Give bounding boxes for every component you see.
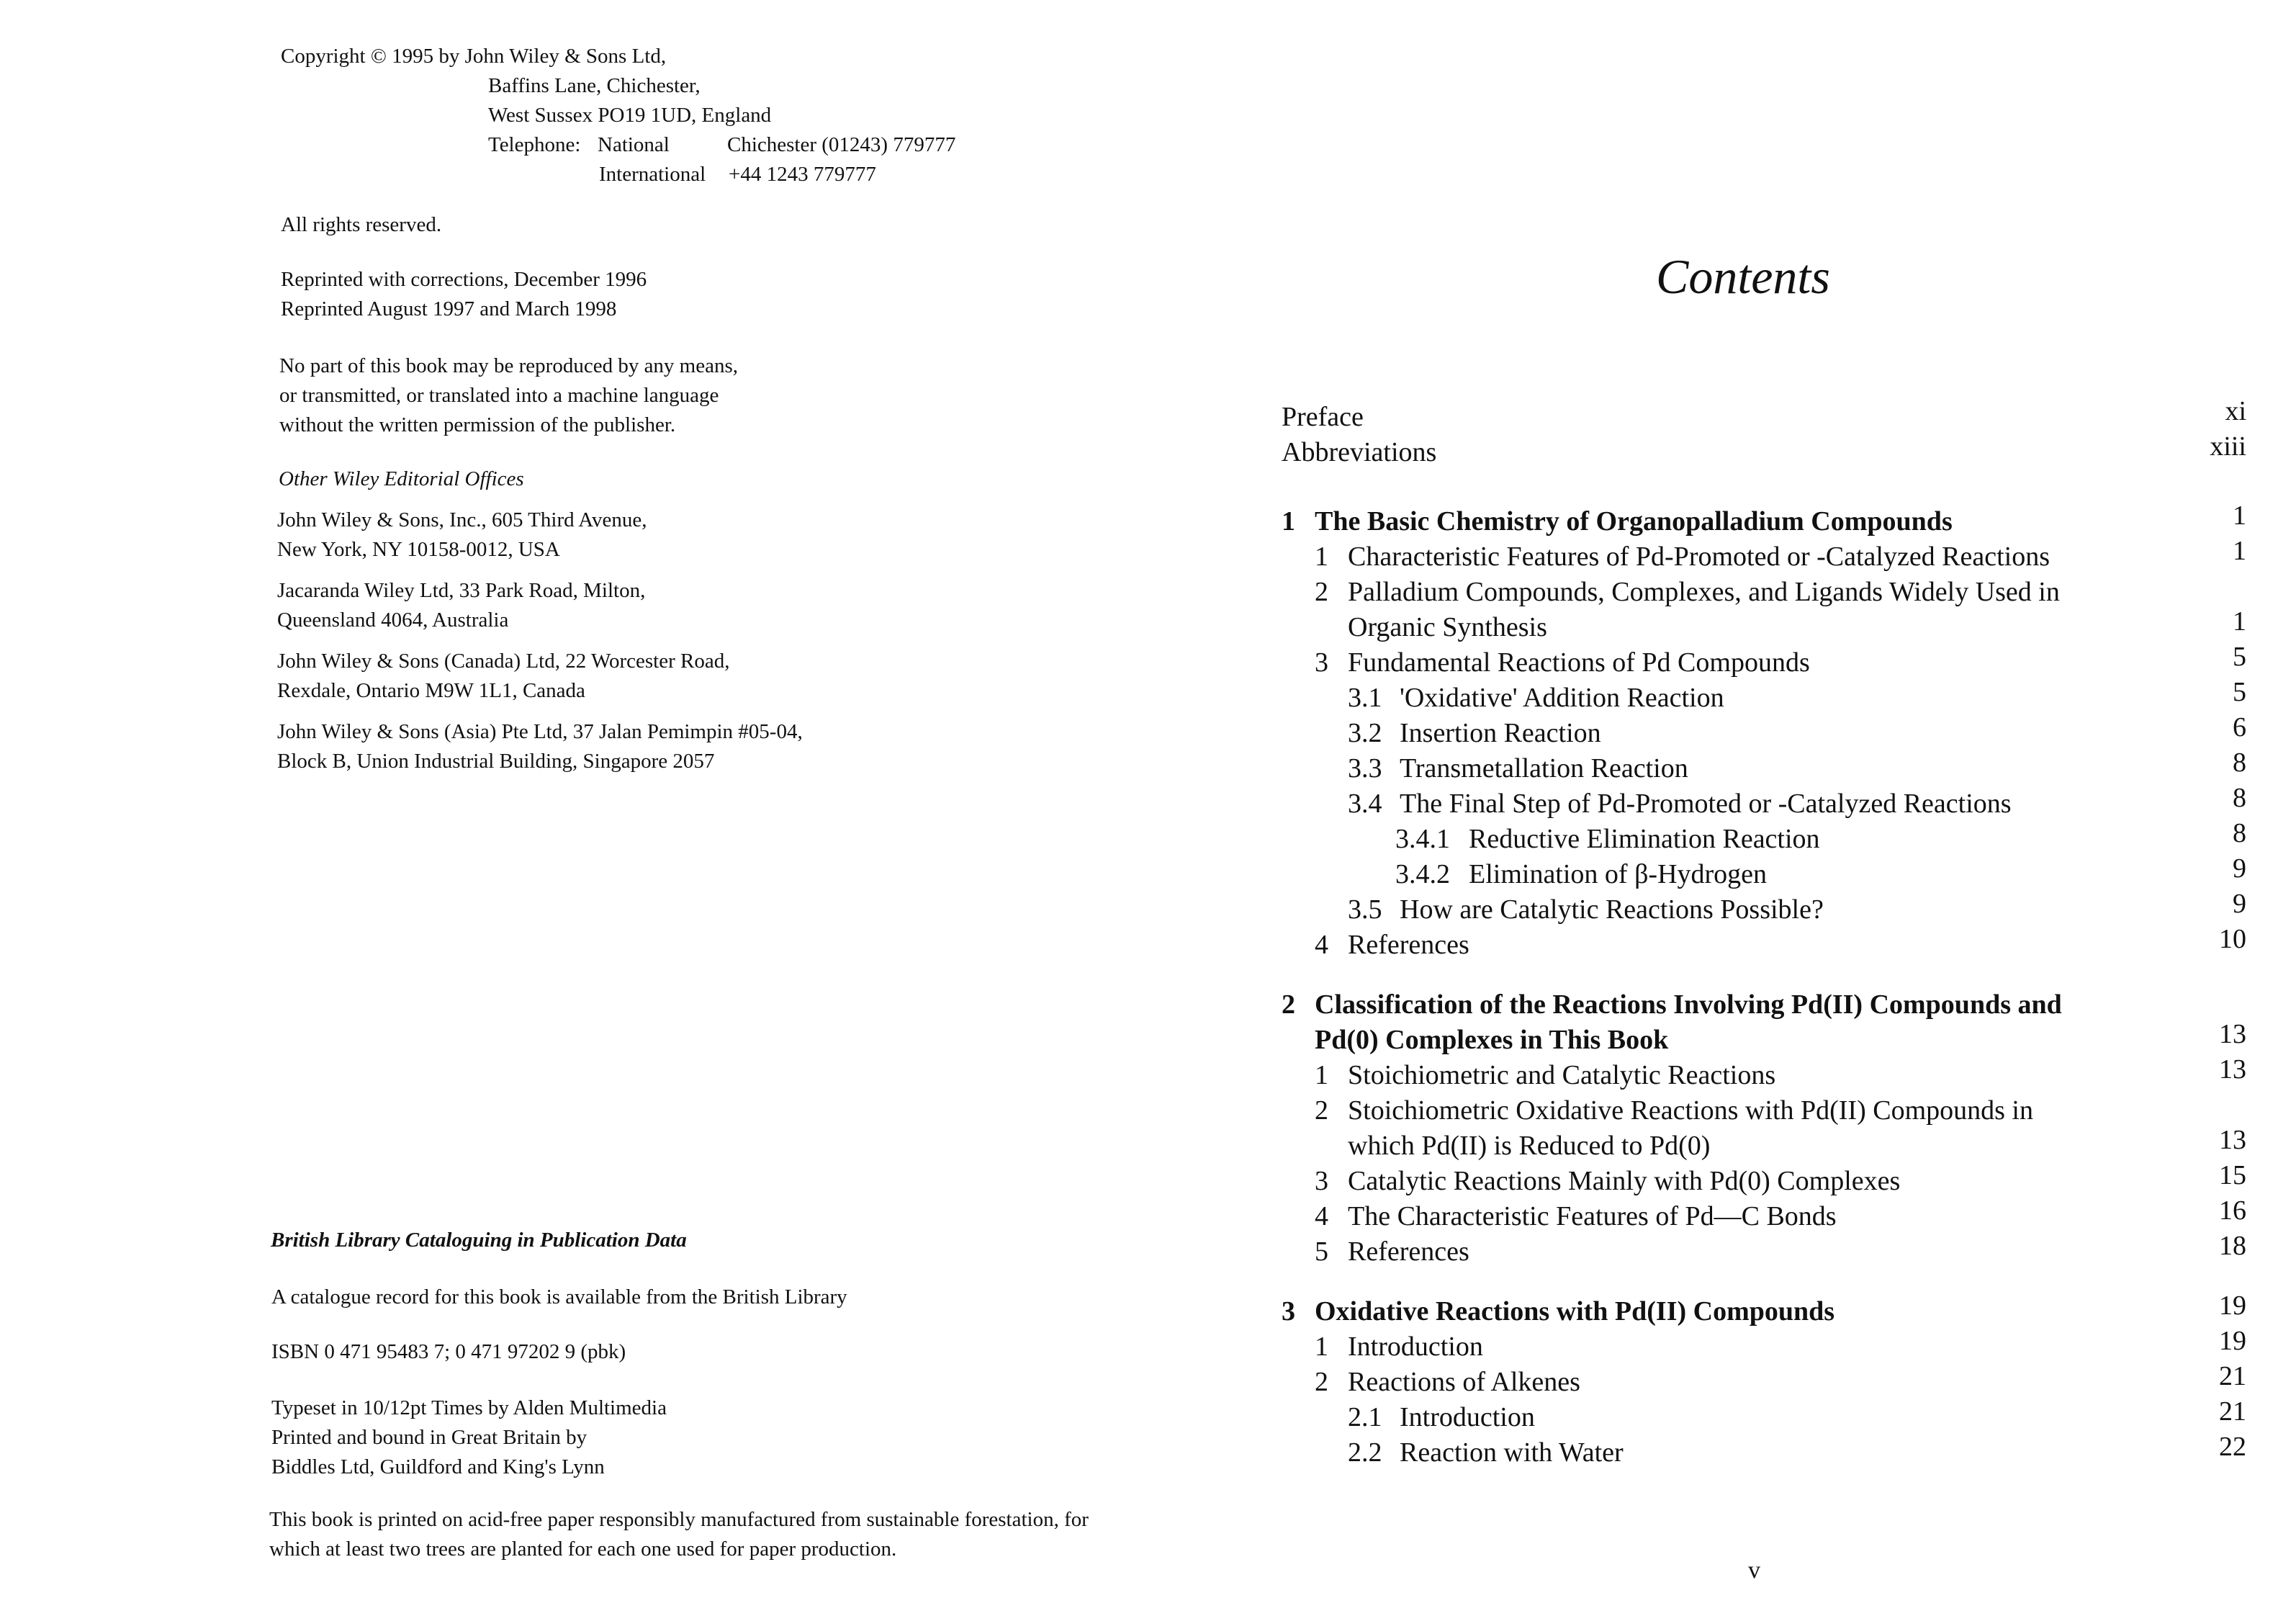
toc-entry-title: Oxidative Reactions with Pd(II) Compounds xyxy=(1315,1296,1835,1327)
address-line: Baffins Lane, Chichester, xyxy=(488,74,701,97)
toc-section xyxy=(1282,536,2246,575)
toc-section-continued xyxy=(1282,1125,2246,1164)
toc-entry xyxy=(1282,431,2246,470)
office-address xyxy=(277,647,729,706)
toc-section xyxy=(1282,642,2246,681)
toc-section xyxy=(1282,924,2246,963)
national-label: National xyxy=(598,133,670,156)
office-line: Jacaranda Wiley Ltd, 33 Park Road, Milton, xyxy=(277,579,646,602)
rights-reserved: All rights reserved. xyxy=(281,213,442,236)
toc-number: 5 xyxy=(1315,1236,1328,1267)
toc-section xyxy=(1282,575,2246,610)
toc-entry-title: Reductive Elimination Reaction xyxy=(1469,824,1820,854)
reprint-info xyxy=(281,265,647,324)
toc-subsection xyxy=(1282,677,2246,716)
toc-page-number: 5 xyxy=(2233,642,2246,672)
toc-number: 3.1 xyxy=(1348,683,1382,713)
notice-line: No part of this book may be reproduced by any means, xyxy=(279,354,739,377)
toc-page-number: xi xyxy=(2225,396,2246,426)
toc-number: 3.5 xyxy=(1348,894,1382,925)
toc-entry-title: which Pd(II) is Reduced to Pd(0) xyxy=(1348,1131,1711,1161)
toc-page-number: 19 xyxy=(2219,1290,2246,1321)
toc-number: 2 xyxy=(1282,989,1295,1020)
notice-line: This book is printed on acid-free paper responsibly manufactured from sustainable forestation, for xyxy=(269,1508,1089,1531)
toc-entry-title: Organic Synthesis xyxy=(1348,612,1547,642)
toc-subsection xyxy=(1282,1396,2246,1435)
toc-page-number: 9 xyxy=(2233,889,2246,919)
toc-page-number: 15 xyxy=(2219,1160,2246,1190)
notice-line: without the written permission of the publisher. xyxy=(279,413,676,436)
toc-entry-title: Introduction xyxy=(1400,1402,1535,1432)
toc-entry-title: Reactions of Alkenes xyxy=(1348,1367,1580,1397)
toc-front-matter xyxy=(1282,396,2246,470)
toc-page-number: 1 xyxy=(2233,606,2246,637)
toc-entry-title: Palladium Compounds, Complexes, and Ligands Widely Used in xyxy=(1348,577,2060,607)
toc-number: 3 xyxy=(1282,1296,1295,1327)
toc-page-number: 22 xyxy=(2219,1432,2246,1462)
toc-chapter-continued xyxy=(1282,1019,2246,1058)
toc-spacer xyxy=(1282,1270,2246,1294)
contents-title: Contents xyxy=(1656,249,1830,304)
toc-section xyxy=(1282,1231,2246,1270)
telephone-label: Telephone: xyxy=(488,133,581,156)
toc-subsubsection xyxy=(1282,853,2246,892)
toc-page-number: 18 xyxy=(2219,1231,2246,1261)
office-line: Rexdale, Ontario M9W 1L1, Canada xyxy=(277,679,585,702)
telephone-line xyxy=(281,130,955,160)
toc-entry-title: Insertion Reaction xyxy=(1400,718,1601,748)
national-number: Chichester (01243) 779777 xyxy=(727,133,956,156)
toc-page-number: 13 xyxy=(2219,1125,2246,1155)
toc-number: 2.1 xyxy=(1348,1402,1382,1432)
toc-entry-title: Fundamental Reactions of Pd Compounds xyxy=(1348,647,1810,678)
toc-entry-title: Abbreviations xyxy=(1282,437,1437,467)
toc-number: 1 xyxy=(1315,542,1328,572)
toc-number: 2.2 xyxy=(1348,1437,1382,1468)
toc-page-number: 21 xyxy=(2219,1361,2246,1391)
toc-number: 2 xyxy=(1315,577,1328,607)
toc-page-number: 9 xyxy=(2233,853,2246,884)
toc-section xyxy=(1282,1054,2246,1093)
toc-subsection xyxy=(1282,748,2246,786)
toc-entry-title: Reaction with Water xyxy=(1400,1437,1624,1468)
toc-entry-title: Characteristic Features of Pd-Promoted or -Catalyzed Reactions xyxy=(1348,542,2050,572)
office-address xyxy=(277,717,803,776)
toc-number: 3 xyxy=(1315,1166,1328,1196)
toc-number: 3 xyxy=(1315,647,1328,678)
toc-page-number: 13 xyxy=(2219,1054,2246,1085)
toc-entry-title: Stoichiometric Oxidative Reactions with Pd(II) Compounds in xyxy=(1348,1095,2033,1126)
typeset-info xyxy=(271,1393,667,1482)
british-library-heading: British Library Cataloguing in Publication Data xyxy=(271,1229,687,1252)
toc-number: 2 xyxy=(1315,1095,1328,1126)
address-line: West Sussex PO19 1UD, England xyxy=(488,104,772,127)
typeset-line: Printed and bound in Great Britain by xyxy=(271,1426,587,1449)
toc-number: 3.3 xyxy=(1348,753,1382,784)
toc-page-number: 13 xyxy=(2219,1019,2246,1049)
toc-entry-title: How are Catalytic Reactions Possible? xyxy=(1400,894,1824,925)
toc-page-number: 6 xyxy=(2233,712,2246,742)
toc-chapter xyxy=(1282,500,2246,539)
reproduction-notice xyxy=(279,351,738,440)
toc-subsection xyxy=(1282,712,2246,751)
toc-chapters xyxy=(1282,500,2246,1471)
toc-number: 4 xyxy=(1315,930,1328,960)
reprint-line: Reprinted with corrections, December 1996 xyxy=(281,268,647,291)
office-line: John Wiley & Sons (Canada) Ltd, 22 Worcester Road, xyxy=(277,650,730,673)
toc-entry-title: Classification of the Reactions Involving Pd(II) Compounds and xyxy=(1315,989,2062,1020)
toc-entry-title: References xyxy=(1348,1236,1469,1267)
toc-entry-title: Pd(0) Complexes in This Book xyxy=(1315,1025,1669,1055)
typeset-line: Biddles Ltd, Guildford and King's Lynn xyxy=(271,1455,605,1478)
toc-number: 3.4.2 xyxy=(1395,859,1450,889)
typeset-line: Typeset in 10/12pt Times by Alden Multimedia xyxy=(271,1396,667,1419)
toc-page-number: xiii xyxy=(2210,431,2246,462)
contents-page xyxy=(1224,0,2296,1616)
toc-page-number: 21 xyxy=(2219,1396,2246,1427)
toc-entry-title: Introduction xyxy=(1348,1332,1483,1362)
toc-page-number: 1 xyxy=(2233,500,2246,531)
toc-entry-title: Catalytic Reactions Mainly with Pd(0) Complexes xyxy=(1348,1166,1901,1196)
offices-heading: Other Wiley Editorial Offices xyxy=(279,467,524,490)
toc-page-number: 1 xyxy=(2233,536,2246,566)
toc-chapter xyxy=(1282,987,2246,1023)
toc-subsection xyxy=(1282,889,2246,928)
toc-entry-title: References xyxy=(1348,930,1469,960)
office-address xyxy=(277,576,645,635)
office-line: New York, NY 10158-0012, USA xyxy=(277,538,560,561)
toc-entry-title: Stoichiometric and Catalytic Reactions xyxy=(1348,1060,1776,1090)
toc-number: 3.4 xyxy=(1348,789,1382,819)
copyright-block xyxy=(281,42,955,189)
international-number: +44 1243 779777 xyxy=(729,163,876,186)
toc-entry-title: Transmetallation Reaction xyxy=(1400,753,1688,784)
toc-section xyxy=(1282,1195,2246,1234)
toc-section xyxy=(1282,1326,2246,1365)
international-label: International xyxy=(599,163,706,186)
catalogue-record: A catalogue record for this book is available from the British Library xyxy=(271,1285,847,1308)
toc-page-number: 8 xyxy=(2233,748,2246,778)
toc-subsection xyxy=(1282,783,2246,822)
toc-page-number: 16 xyxy=(2219,1195,2246,1226)
toc-entry-title: 'Oxidative' Addition Reaction xyxy=(1400,683,1724,713)
toc-number: 4 xyxy=(1315,1201,1328,1231)
notice-line: which at least two trees are planted for each one used for paper production. xyxy=(269,1538,897,1561)
acid-free-notice xyxy=(269,1505,1089,1564)
international-line xyxy=(281,160,955,189)
toc-entry-title: Elimination of β-Hydrogen xyxy=(1469,859,1768,889)
toc-page-number: 8 xyxy=(2233,783,2246,813)
toc-entry-title: Preface xyxy=(1282,402,1364,432)
toc-page-number: 5 xyxy=(2233,677,2246,707)
toc-section xyxy=(1282,1160,2246,1199)
toc-section xyxy=(1282,1361,2246,1400)
toc-number: 1 xyxy=(1282,506,1295,537)
toc-chapter xyxy=(1282,1290,2246,1329)
toc-subsubsection xyxy=(1282,818,2246,857)
office-line: Block B, Union Industrial Building, Singapore 2057 xyxy=(277,750,715,773)
notice-line: or transmitted, or translated into a machine language xyxy=(279,384,719,407)
toc-number: 2 xyxy=(1315,1367,1328,1397)
office-line: John Wiley & Sons (Asia) Pte Ltd, 37 Jalan Pemimpin #05-04, xyxy=(277,720,803,743)
toc-subsection xyxy=(1282,1432,2246,1471)
office-address xyxy=(277,506,647,565)
toc-page-number: 19 xyxy=(2219,1326,2246,1356)
office-line: John Wiley & Sons, Inc., 605 Third Avenue, xyxy=(277,508,647,531)
office-line: Queensland 4064, Australia xyxy=(277,609,509,632)
toc-spacer xyxy=(1282,963,2246,987)
isbn: ISBN 0 471 95483 7; 0 471 97202 9 (pbk) xyxy=(271,1340,626,1363)
toc-number: 3.4.1 xyxy=(1395,824,1450,854)
toc-number: 1 xyxy=(1315,1060,1328,1090)
toc-number: 3.2 xyxy=(1348,718,1382,748)
toc-entry-title: The Final Step of Pd-Promoted or -Catalyzed Reactions xyxy=(1400,789,2012,819)
page-folio: v xyxy=(1748,1557,1760,1584)
toc-entry-title: The Characteristic Features of Pd—C Bonds xyxy=(1348,1201,1837,1231)
toc-entry-title: The Basic Chemistry of Organopalladium Compounds xyxy=(1315,506,1953,537)
toc-entry xyxy=(1282,396,2246,435)
toc-page-number: 10 xyxy=(2219,924,2246,954)
toc-section xyxy=(1282,1093,2246,1128)
copyright-line: Copyright © 1995 by John Wiley & Sons Ltd, xyxy=(281,45,667,68)
toc-page-number: 8 xyxy=(2233,818,2246,848)
toc-section-continued xyxy=(1282,606,2246,645)
toc-number: 1 xyxy=(1315,1332,1328,1362)
reprint-line: Reprinted August 1997 and March 1998 xyxy=(281,297,617,320)
